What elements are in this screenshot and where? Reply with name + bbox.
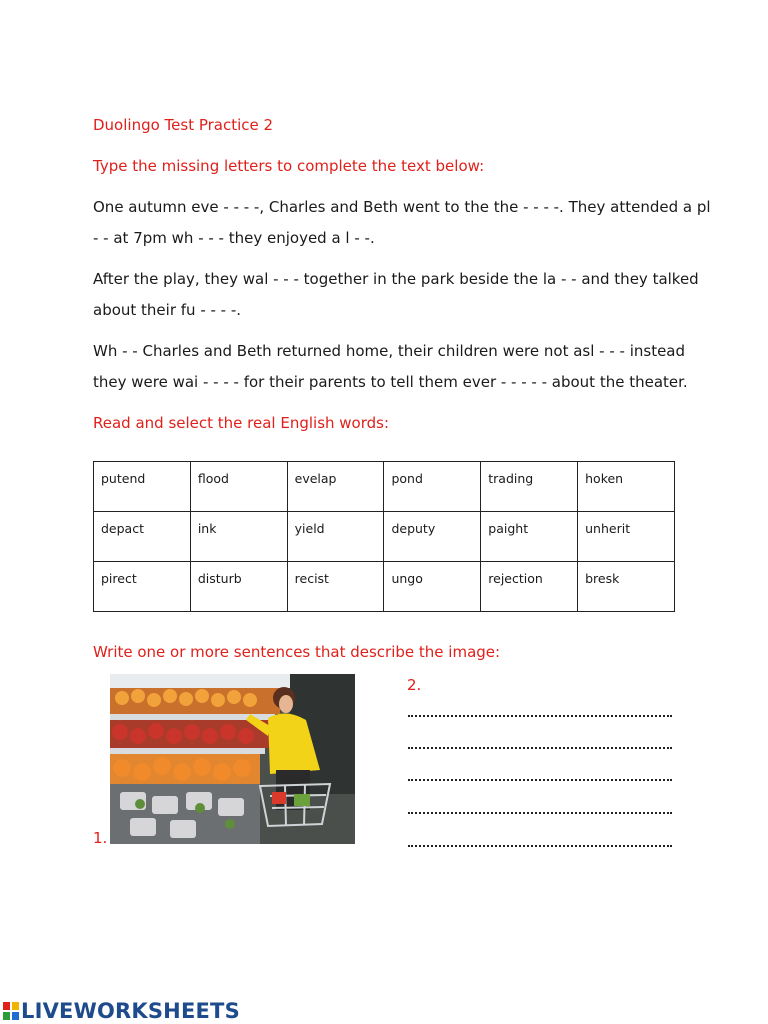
word-cell[interactable]: yield [287, 512, 384, 562]
logo-mark-icon [3, 1002, 19, 1020]
answer-label-2: 2. [407, 676, 422, 694]
word-cell[interactable]: flood [190, 462, 287, 512]
section1-heading: Type the missing letters to complete the text below: [93, 157, 485, 175]
section2-heading: Read and select the real English words: [93, 414, 390, 432]
word-cell[interactable]: paight [481, 512, 578, 562]
paragraph-1-line-2: - - at 7pm wh - - - they enjoyed a l - -. [93, 229, 375, 247]
word-cell[interactable]: pirect [94, 562, 191, 612]
word-cell[interactable]: bresk [578, 562, 675, 612]
logo-text: LIVEWORKSHEETS [21, 999, 240, 1023]
paragraph-2-line-1: After the play, they wal - - - together in the park beside the la - - and they talked [93, 270, 699, 288]
answer-line-2[interactable] [408, 745, 672, 749]
word-cell[interactable]: recist [287, 562, 384, 612]
word-cell[interactable]: pond [384, 462, 481, 512]
word-cell[interactable]: unherit [578, 512, 675, 562]
answer-line-4[interactable] [408, 810, 672, 814]
word-cell[interactable]: hoken [578, 462, 675, 512]
paragraph-3-line-2: they were wai - - - - for their parents to tell them ever - - - - - about the theater. [93, 373, 688, 391]
answer-line-1[interactable] [408, 713, 672, 717]
word-cell[interactable]: putend [94, 462, 191, 512]
answer-line-3[interactable] [408, 777, 672, 781]
word-cell[interactable]: evelap [287, 462, 384, 512]
word-cell[interactable]: depact [94, 512, 191, 562]
answer-label-1: 1. [93, 829, 108, 847]
worksheet-title: Duolingo Test Practice 2 [93, 116, 274, 134]
table-row [94, 562, 675, 612]
paragraph-3-line-1: Wh - - Charles and Beth returned home, their children were not asl - - - instead [93, 342, 686, 360]
table-row [94, 512, 675, 562]
paragraph-1-line-1: One autumn eve - - - -, Charles and Beth went to the the - - - -. They attended a pl [93, 198, 711, 216]
word-cell[interactable]: rejection [481, 562, 578, 612]
paragraph-1 [93, 192, 711, 254]
table-row [94, 462, 675, 512]
section3-heading: Write one or more sentences that describe the image: [93, 643, 501, 661]
paragraph-2-line-2: about their fu - - - -. [93, 301, 242, 319]
word-table [93, 461, 675, 612]
word-cell[interactable]: ungo [384, 562, 481, 612]
supermarket-photo [110, 674, 355, 844]
paragraph-2 [93, 264, 699, 326]
word-cell[interactable]: trading [481, 462, 578, 512]
word-cell[interactable]: ink [190, 512, 287, 562]
word-cell[interactable]: disturb [190, 562, 287, 612]
liveworksheets-logo[interactable] [3, 999, 240, 1023]
supermarket-illustration [110, 674, 355, 844]
word-cell[interactable]: deputy [384, 512, 481, 562]
answer-line-5[interactable] [408, 843, 672, 847]
paragraph-3 [93, 336, 688, 398]
